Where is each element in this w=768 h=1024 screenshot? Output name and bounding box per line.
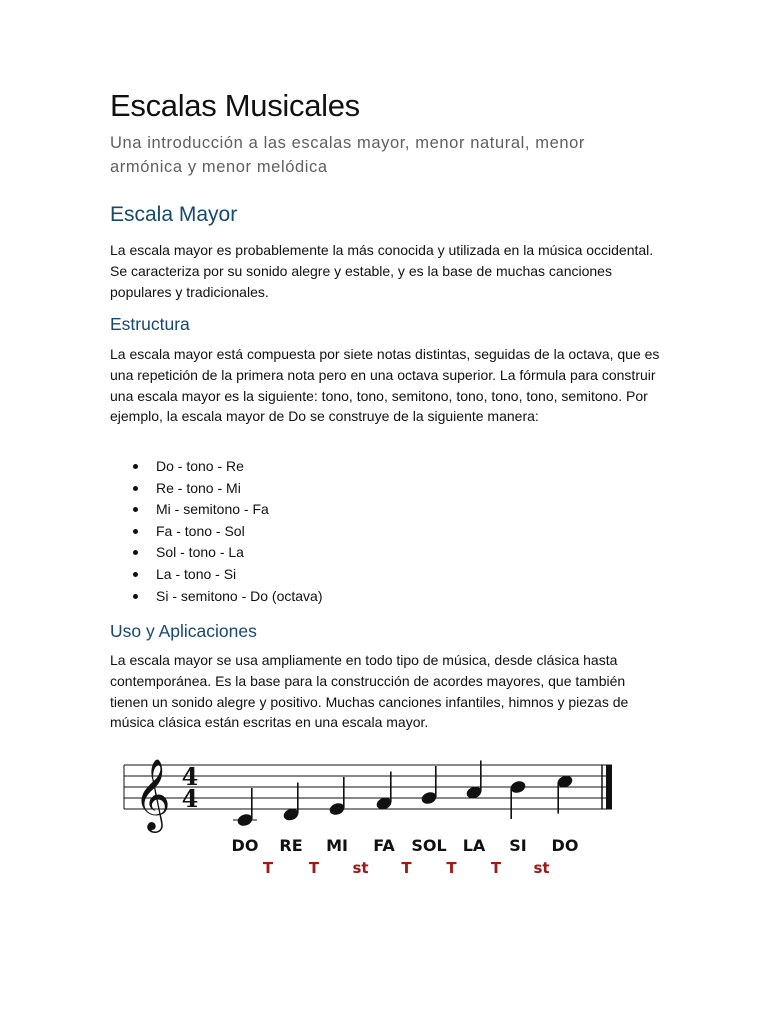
scale-steps-list xyxy=(110,456,323,607)
note-mi xyxy=(328,777,346,817)
subheading-uso-aplicaciones: Uso y Aplicaciones xyxy=(110,621,257,641)
list-item: Mi - semitono - Fa xyxy=(110,499,323,521)
note-name-label: RE xyxy=(279,836,303,855)
treble-clef-icon: 𝄞 xyxy=(134,757,171,830)
section-heading-escala-mayor: Escala Mayor xyxy=(110,203,238,226)
note-si xyxy=(509,779,527,819)
interval-label: T xyxy=(308,859,320,877)
interval-label: T xyxy=(401,859,412,877)
list-item: Do - tono - Re xyxy=(110,456,323,478)
document-subtitle: Una introducción a las escalas mayor, menor natural, menor armónica y menor melódica xyxy=(110,134,586,176)
note-sol xyxy=(420,766,438,806)
intro-paragraph: La escala mayor es probablemente la más conocida y utilizada en la música occidental. Se caracteriza por su sonido alegre y estable, y es la base de muchas canciones populares y tradicionales. xyxy=(110,242,654,300)
estructura-paragraph: La escala mayor está compuesta por siete notas distintas, seguidas de la octava, que es una repetición de la primera nota pero en una octava superior. La fórmula para construir una escala mayor es la siguiente: tono, tono, semitono, tono, tono, tono, semitono. Por ejemplo, la escala mayor de Do se construye de la siguiente manera: xyxy=(110,346,660,425)
note-la xyxy=(465,761,483,801)
note-name-label: FA xyxy=(373,836,395,855)
c-major-scale-score xyxy=(120,745,620,885)
note-name-label: SI xyxy=(509,836,527,855)
note-names-group xyxy=(232,836,579,855)
note-name-label: SOL xyxy=(411,836,447,855)
note-name-label: DO xyxy=(231,836,259,855)
list-item: La - tono - Si xyxy=(110,564,323,586)
uso-paragraph: La escala mayor se usa ampliamente en todo tipo de música, desde clásica hasta contemporánea. Es la base para la construcción de acordes mayores, que también tienen un sonido alegre y positivo. Muchas canciones infantiles, himnos y piezas de música clásica están escritas en una escala mayor. xyxy=(110,652,629,731)
note-fa xyxy=(375,772,393,812)
list-item: Fa - tono - Sol xyxy=(110,521,323,543)
time-signature-bottom: 4 xyxy=(181,784,199,813)
subheading-estructura: Estructura xyxy=(110,314,190,334)
note-re xyxy=(282,783,300,823)
list-item: Si - semitono - Do (octava) xyxy=(110,586,323,608)
note-name-label: MI xyxy=(326,836,348,855)
interval-label: T xyxy=(490,859,502,877)
document-title: Escalas Musicales xyxy=(110,88,360,123)
notes-group xyxy=(233,761,574,828)
note-name-label: DO xyxy=(551,836,579,855)
time-signature-top: 4 xyxy=(181,762,199,791)
interval-label: st xyxy=(533,859,550,877)
note-do xyxy=(556,774,574,814)
note-do xyxy=(233,788,257,828)
interval-label: st xyxy=(352,859,369,877)
intervals-group xyxy=(263,859,550,877)
list-item: Re - tono - Mi xyxy=(110,478,323,500)
interval-label: T xyxy=(262,859,274,877)
interval-label: T xyxy=(446,859,457,877)
note-name-label: LA xyxy=(462,836,486,855)
list-item: Sol - tono - La xyxy=(110,542,323,564)
